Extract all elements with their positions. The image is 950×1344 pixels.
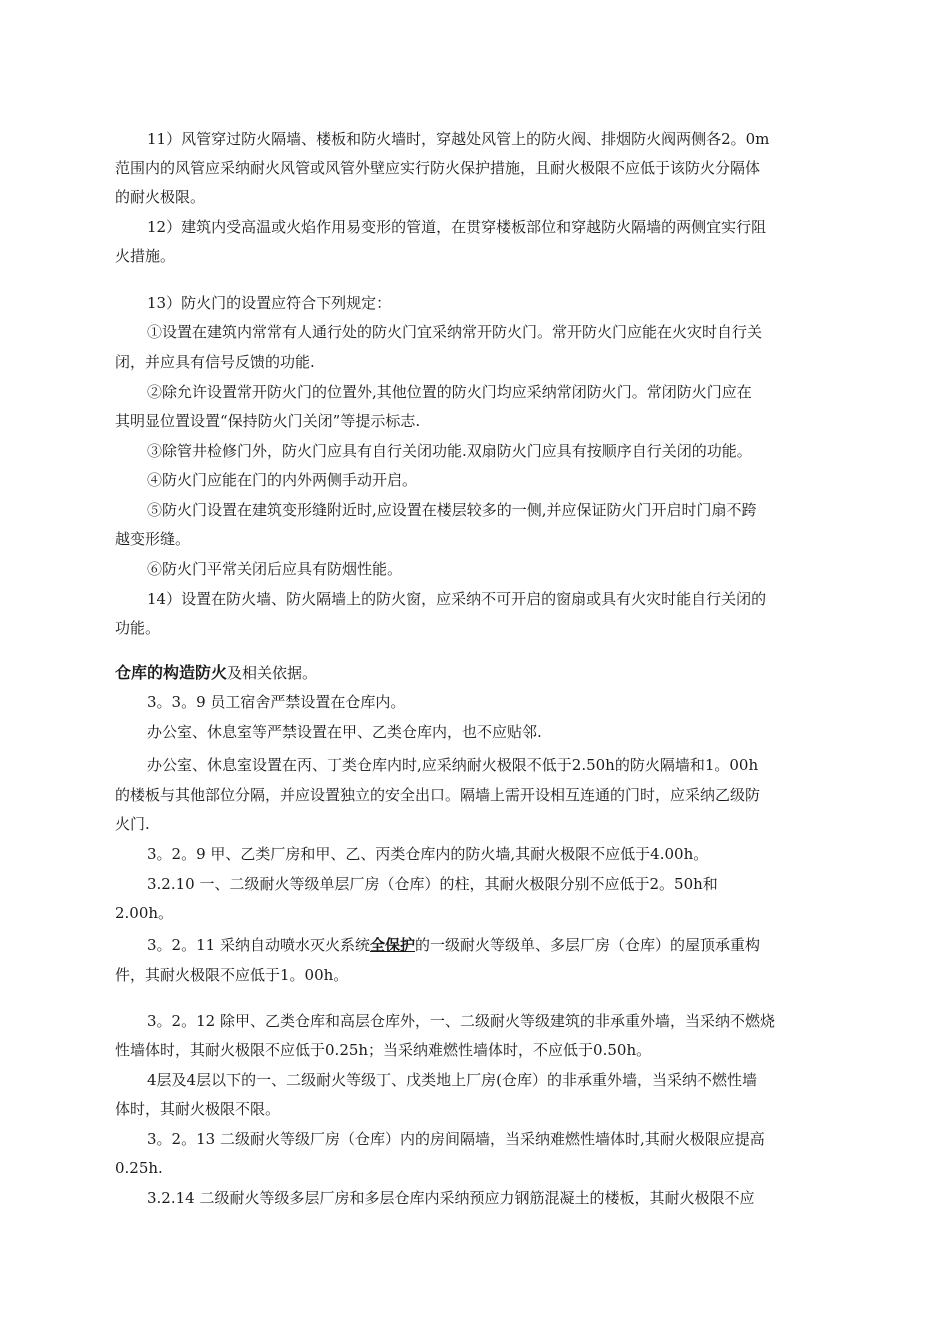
paragraph-line: 越变形缝。 xyxy=(115,530,191,548)
paragraph-line: ⑤防火门设置在建筑变形缝附近时,应设置在楼层较多的一侧,并应保证防火门开启时门扇不跨 xyxy=(147,501,757,519)
paragraph-line: 其明显位置设置“保持防火门关闭”等提示标志. xyxy=(115,412,421,430)
paragraph-line: 3。2。9 甲、乙类厂房和甲、乙、丙类仓库内的防火墙,其耐火极限不应低于4.00h。 xyxy=(147,845,709,863)
text-run: 的一级耐火等级单、多层厂房（仓库）的屋顶承重构 xyxy=(414,936,760,954)
paragraph-line xyxy=(147,934,840,956)
paragraph-line: 火措施。 xyxy=(115,247,176,265)
paragraph-line: 0.25h. xyxy=(115,1159,163,1177)
paragraph-line: 办公室、休息室等严禁设置在甲、乙类仓库内，也不应贴邻. xyxy=(147,723,542,741)
paragraph-line: 办公室、休息室设置在丙、丁类仓库内时,应采纳耐火极限不低于2.50h的防火隔墙和1。00h xyxy=(147,756,759,774)
paragraph-line: 火门. xyxy=(115,815,150,833)
paragraph-line: 功能。 xyxy=(115,619,161,637)
paragraph-line: 4层及4层以下的一、二级耐火等级丁、戊类地上厂房(仓库）的非承重外墙，当采纳不燃性墙 xyxy=(147,1071,757,1089)
paragraph-line: 性墙体时，其耐火极限不应低于0.25h；当采纳难燃性墙体时，不应低于0.50h。 xyxy=(115,1041,652,1059)
paragraph-line: 件，其耐火极限不应低于1。00h。 xyxy=(115,966,349,984)
paragraph-line: ②除允许设置常开防火门的位置外,其他位置的防火门均应采纳常闭防火门。常闭防火门应在 xyxy=(147,383,752,401)
paragraph-line: 3。3。9 员工宿舍严禁设置在仓库内。 xyxy=(147,693,406,711)
paragraph-line: ⑥防火门平常关闭后应具有防烟性能。 xyxy=(147,560,403,578)
paragraph-line: 3。2。13 二级耐火等级厂房（仓库）内的房间隔墙，当采纳难燃性墙体时,其耐火极限应提高 xyxy=(147,1130,765,1148)
paragraph-line: 12）建筑内受高温或火焰作用易变形的管道，在贯穿楼板部位和穿越防火隔墙的两侧宜实行阻 xyxy=(147,218,767,236)
paragraph-line: 13）防火门的设置应符合下列规定： xyxy=(147,294,392,312)
underlined-term: 全保护 xyxy=(369,936,415,954)
section-heading-rest: 及相关依据。 xyxy=(227,664,318,682)
paragraph-line: 3.2.10 一、二级耐火等级单层厂房（仓库）的柱，其耐火极限分别不应低于2。50h和 xyxy=(147,875,718,893)
section-heading xyxy=(115,662,840,684)
paragraph-line: ④防火门应能在门的内外两侧手动开启。 xyxy=(147,471,418,489)
paragraph-line: 14）设置在防火墙、防火隔墙上的防火窗，应采纳不可开启的窗扇或具有火灾时能自行关闭的 xyxy=(147,590,767,608)
paragraph-line: ①设置在建筑内常常有人通行处的防火门宜采纳常开防火门。常开防火门应能在火灾时自行关 xyxy=(147,323,763,341)
paragraph-line: 体时，其耐火极限不限。 xyxy=(115,1100,281,1118)
paragraph-line: 的耐火极限。 xyxy=(115,188,206,206)
paragraph-line: 闭，并应具有信号反馈的功能. xyxy=(115,353,315,371)
paragraph-line: 的楼板与其他部位分隔，并应设置独立的安全出口。隔墙上需开设相互连通的门时，应采纳乙级防 xyxy=(115,786,761,804)
paragraph-line: 11）风管穿过防火隔墙、楼板和防火墙时，穿越处风管上的防火阀、排烟防火阀两侧各2。0m xyxy=(147,130,770,148)
paragraph-line: 范围内的风管应采纳耐火风管或风管外壁应实行防火保护措施，且耐火极限不应低于该防火分隔体 xyxy=(115,159,761,177)
text-run: 3。2。11 采纳自动喷水灭火系统 xyxy=(147,936,370,954)
paragraph-line: 3。2。12 除甲、乙类仓库和高层仓库外，一、二级耐火等级建筑的非承重外墙，当采纳不燃烧 xyxy=(147,1012,775,1030)
paragraph-line: ③除管井检修门外，防火门应具有自行关闭功能.双扇防火门应具有按顺序自行关闭的功能。 xyxy=(147,442,752,460)
paragraph-line: 3.2.14 二级耐火等级多层厂房和多层仓库内采纳预应力钢筋混凝土的楼板，其耐火极限不应 xyxy=(147,1189,755,1207)
paragraph-line: 2.00h。 xyxy=(115,904,174,922)
section-heading-strong: 仓库的构造防火 xyxy=(115,663,228,682)
